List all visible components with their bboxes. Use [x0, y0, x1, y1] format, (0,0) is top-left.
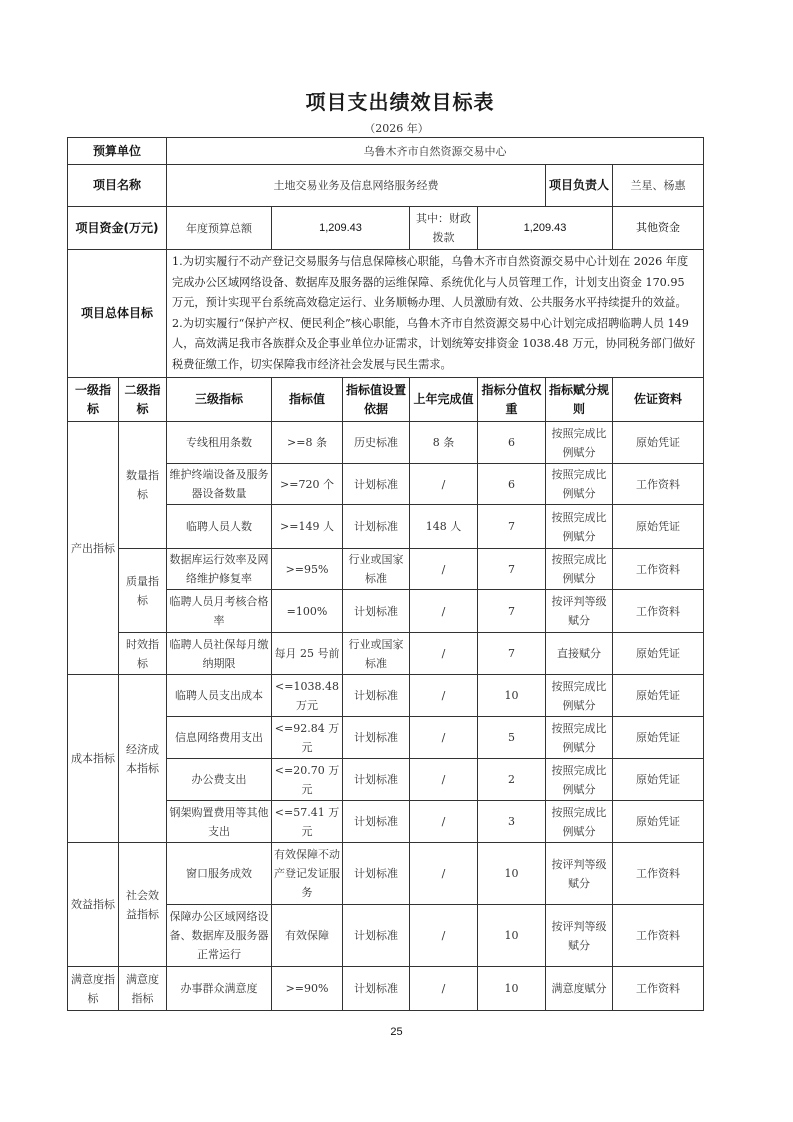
project-lead-value: 兰星、杨惠 — [613, 165, 704, 207]
indicator-last-year: / — [410, 905, 478, 967]
table-row — [68, 843, 704, 905]
page-title: 项目支出绩效目标表 — [305, 90, 495, 114]
funding-row — [68, 207, 704, 250]
indicator-value: >=149 人 — [272, 505, 343, 549]
indicator-header-row — [68, 378, 704, 422]
indicator-value: =100% — [272, 590, 343, 633]
indicator-rule: 直接赋分 — [546, 633, 613, 675]
indicator-weight: 7 — [478, 590, 546, 633]
indicator-evidence: 原始凭证 — [613, 505, 704, 549]
indicator-weight: 10 — [478, 675, 546, 717]
indicator-value: 每月 25 号前 — [272, 633, 343, 675]
indicator-rule: 按照完成比例赋分 — [546, 759, 613, 801]
indicator-rule: 按照完成比例赋分 — [546, 422, 613, 464]
indicator-basis: 计划标准 — [343, 967, 410, 1011]
indicator-basis: 行业或国家标准 — [343, 549, 410, 590]
goal-text: 1.为切实履行不动产登记交易服务与信息保障核心职能，乌鲁木齐市自然资源交易中心计划在 2026 年度完成办公区域网络设备、数据库及服务器的运维保障、系统优化与人员管理工作，计划支出资金 170.95 万元，预计实现平台系统高效稳定运行、业务顺畅办理、人员激励有效、公共服务水平持续提升的效益。 2.为切实履行“保护产权、便民利企”核心职能，乌鲁木齐市自然资源交易中心计划完成招聘临聘人员 149 人，高效满足我市各族群众及企事业单位办证需求，计划统筹安排资金 1038.48 万元，协同税务部门做好税费征缴工作，切实保障我市经济社会发展与民生需求。 — [167, 250, 704, 378]
indicator-basis: 历史标准 — [343, 422, 410, 464]
table-row — [68, 422, 704, 464]
level1-cost: 成本指标 — [68, 675, 119, 843]
page-number: 25 — [390, 1026, 403, 1038]
indicator-last-year: / — [410, 759, 478, 801]
indicator-basis: 计划标准 — [343, 801, 410, 843]
indicator-evidence: 工作资料 — [613, 843, 704, 905]
indicator-weight: 2 — [478, 759, 546, 801]
indicator-weight: 5 — [478, 717, 546, 759]
indicator-rule: 按评判等级赋分 — [546, 843, 613, 905]
indicator-last-year: / — [410, 843, 478, 905]
indicator-name: 数据库运行效率及网络维护修复率 — [167, 549, 272, 590]
indicator-weight: 7 — [478, 633, 546, 675]
project-name-value: 土地交易业务及信息网络服务经费 — [167, 165, 546, 207]
level1-benefit: 效益指标 — [68, 843, 119, 967]
goal-row — [68, 250, 704, 378]
level1-satisfaction: 满意度指标 — [68, 967, 119, 1011]
indicator-last-year: / — [410, 675, 478, 717]
level1-output: 产出指标 — [68, 422, 119, 675]
header-level3: 三级指标 — [167, 378, 272, 422]
indicator-name: 窗口服务成效 — [167, 843, 272, 905]
indicator-evidence: 工作资料 — [613, 549, 704, 590]
project-name-row — [68, 165, 704, 207]
indicator-name: 维护终端设备及服务器设备数量 — [167, 464, 272, 505]
indicator-rule: 按照完成比例赋分 — [546, 549, 613, 590]
indicator-rule: 按照完成比例赋分 — [546, 675, 613, 717]
indicator-name: 信息网络费用支出 — [167, 717, 272, 759]
indicator-basis: 计划标准 — [343, 590, 410, 633]
indicator-evidence: 原始凭证 — [613, 422, 704, 464]
project-name-label: 项目名称 — [68, 165, 167, 207]
indicator-rule: 按照完成比例赋分 — [546, 717, 613, 759]
indicator-basis: 计划标准 — [343, 759, 410, 801]
indicator-value: >=95% — [272, 549, 343, 590]
table-row — [68, 675, 704, 717]
indicator-basis: 计划标准 — [343, 905, 410, 967]
indicator-evidence: 工作资料 — [613, 464, 704, 505]
indicator-value: <=57.41 万元 — [272, 801, 343, 843]
indicator-evidence: 工作资料 — [613, 967, 704, 1011]
indicator-last-year: 8 条 — [410, 422, 478, 464]
indicator-evidence: 原始凭证 — [613, 759, 704, 801]
indicator-weight: 6 — [478, 464, 546, 505]
indicator-weight: 6 — [478, 422, 546, 464]
indicator-weight: 7 — [478, 505, 546, 549]
indicator-value: >=90% — [272, 967, 343, 1011]
indicator-basis: 计划标准 — [343, 464, 410, 505]
indicator-name: 临聘人员支出成本 — [167, 675, 272, 717]
level2-social-benefit: 社会效益指标 — [119, 843, 167, 967]
indicator-rule: 满意度赋分 — [546, 967, 613, 1011]
annual-budget-value: 1,209.43 — [272, 207, 410, 250]
indicator-last-year: / — [410, 717, 478, 759]
goal-label: 项目总体目标 — [68, 250, 167, 378]
header-value: 指标值 — [272, 378, 343, 422]
table-row — [68, 549, 704, 590]
indicator-basis: 计划标准 — [343, 843, 410, 905]
indicator-rule: 按照完成比例赋分 — [546, 801, 613, 843]
budget-unit-value: 乌鲁木齐市自然资源交易中心 — [167, 138, 704, 165]
indicator-value: <=92.84 万元 — [272, 717, 343, 759]
indicator-weight: 3 — [478, 801, 546, 843]
indicator-value: >=8 条 — [272, 422, 343, 464]
budget-unit-row — [68, 138, 704, 165]
indicator-value: <=20.70 万元 — [272, 759, 343, 801]
fiscal-label: 其中：财政拨款 — [410, 207, 478, 250]
indicator-name: 专线租用条数 — [167, 422, 272, 464]
level2-quantity: 数量指标 — [119, 422, 167, 549]
indicator-weight: 10 — [478, 905, 546, 967]
header-evidence: 佐证资料 — [613, 378, 704, 422]
indicator-last-year: / — [410, 967, 478, 1011]
table-row — [68, 967, 704, 1011]
indicator-value: 有效保障不动产登记发证服务 — [272, 843, 343, 905]
indicator-evidence: 工作资料 — [613, 905, 704, 967]
indicator-evidence: 原始凭证 — [613, 633, 704, 675]
indicator-weight: 10 — [478, 843, 546, 905]
project-lead-label: 项目负责人 — [546, 165, 613, 207]
indicator-evidence: 原始凭证 — [613, 717, 704, 759]
indicator-basis: 行业或国家标准 — [343, 633, 410, 675]
indicator-evidence: 原始凭证 — [613, 675, 704, 717]
indicator-value: <=1038.48 万元 — [272, 675, 343, 717]
other-funds — [613, 207, 704, 250]
indicator-weight: 7 — [478, 549, 546, 590]
indicator-name: 钢架购置费用等其他支出 — [167, 801, 272, 843]
indicator-basis: 计划标准 — [343, 675, 410, 717]
performance-target-table — [67, 137, 704, 1011]
indicator-value: >=720 个 — [272, 464, 343, 505]
table-row — [68, 633, 704, 675]
level2-economic-cost: 经济成本指标 — [119, 675, 167, 843]
indicator-name: 临聘人员社保每月缴纳期限 — [167, 633, 272, 675]
indicator-name: 临聘人员人数 — [167, 505, 272, 549]
level2-quality: 质量指标 — [119, 549, 167, 633]
header-level1: 一级指标 — [68, 378, 119, 422]
indicator-last-year: 148 人 — [410, 505, 478, 549]
header-last-year: 上年完成值 — [410, 378, 478, 422]
indicator-last-year: / — [410, 590, 478, 633]
indicator-last-year: / — [410, 801, 478, 843]
indicator-name: 办公费支出 — [167, 759, 272, 801]
annual-budget-label: 年度预算总额 — [167, 207, 272, 250]
other-funds-label: 其他资金 — [636, 221, 681, 234]
indicator-evidence: 原始凭证 — [613, 801, 704, 843]
indicator-basis: 计划标准 — [343, 717, 410, 759]
indicator-basis: 计划标准 — [343, 505, 410, 549]
indicator-name: 临聘人员月考核合格率 — [167, 590, 272, 633]
indicator-rule: 按照完成比例赋分 — [546, 464, 613, 505]
indicator-last-year: / — [410, 549, 478, 590]
indicator-weight: 10 — [478, 967, 546, 1011]
indicator-evidence: 工作资料 — [613, 590, 704, 633]
year-label: （2026 年） — [364, 122, 429, 135]
indicator-last-year: / — [410, 464, 478, 505]
indicator-rule: 按照完成比例赋分 — [546, 505, 613, 549]
level2-timeliness: 时效指标 — [119, 633, 167, 675]
funding-label: 项目资金(万元) — [68, 207, 167, 250]
header-weight: 指标分值权重 — [478, 378, 546, 422]
indicator-name: 办事群众满意度 — [167, 967, 272, 1011]
header-level2: 二级指标 — [119, 378, 167, 422]
header-rule: 指标赋分规则 — [546, 378, 613, 422]
header-basis: 指标值设置依据 — [343, 378, 410, 422]
indicator-rule: 按评判等级赋分 — [546, 905, 613, 967]
budget-unit-label: 预算单位 — [68, 138, 167, 165]
level2-satisfaction: 满意度指标 — [119, 967, 167, 1011]
indicator-name: 保障办公区域网络设备、数据库及服务器正常运行 — [167, 905, 272, 967]
indicator-last-year: / — [410, 633, 478, 675]
indicator-value: 有效保障 — [272, 905, 343, 967]
indicator-rule: 按评判等级赋分 — [546, 590, 613, 633]
fiscal-value: 1,209.43 — [478, 207, 613, 250]
